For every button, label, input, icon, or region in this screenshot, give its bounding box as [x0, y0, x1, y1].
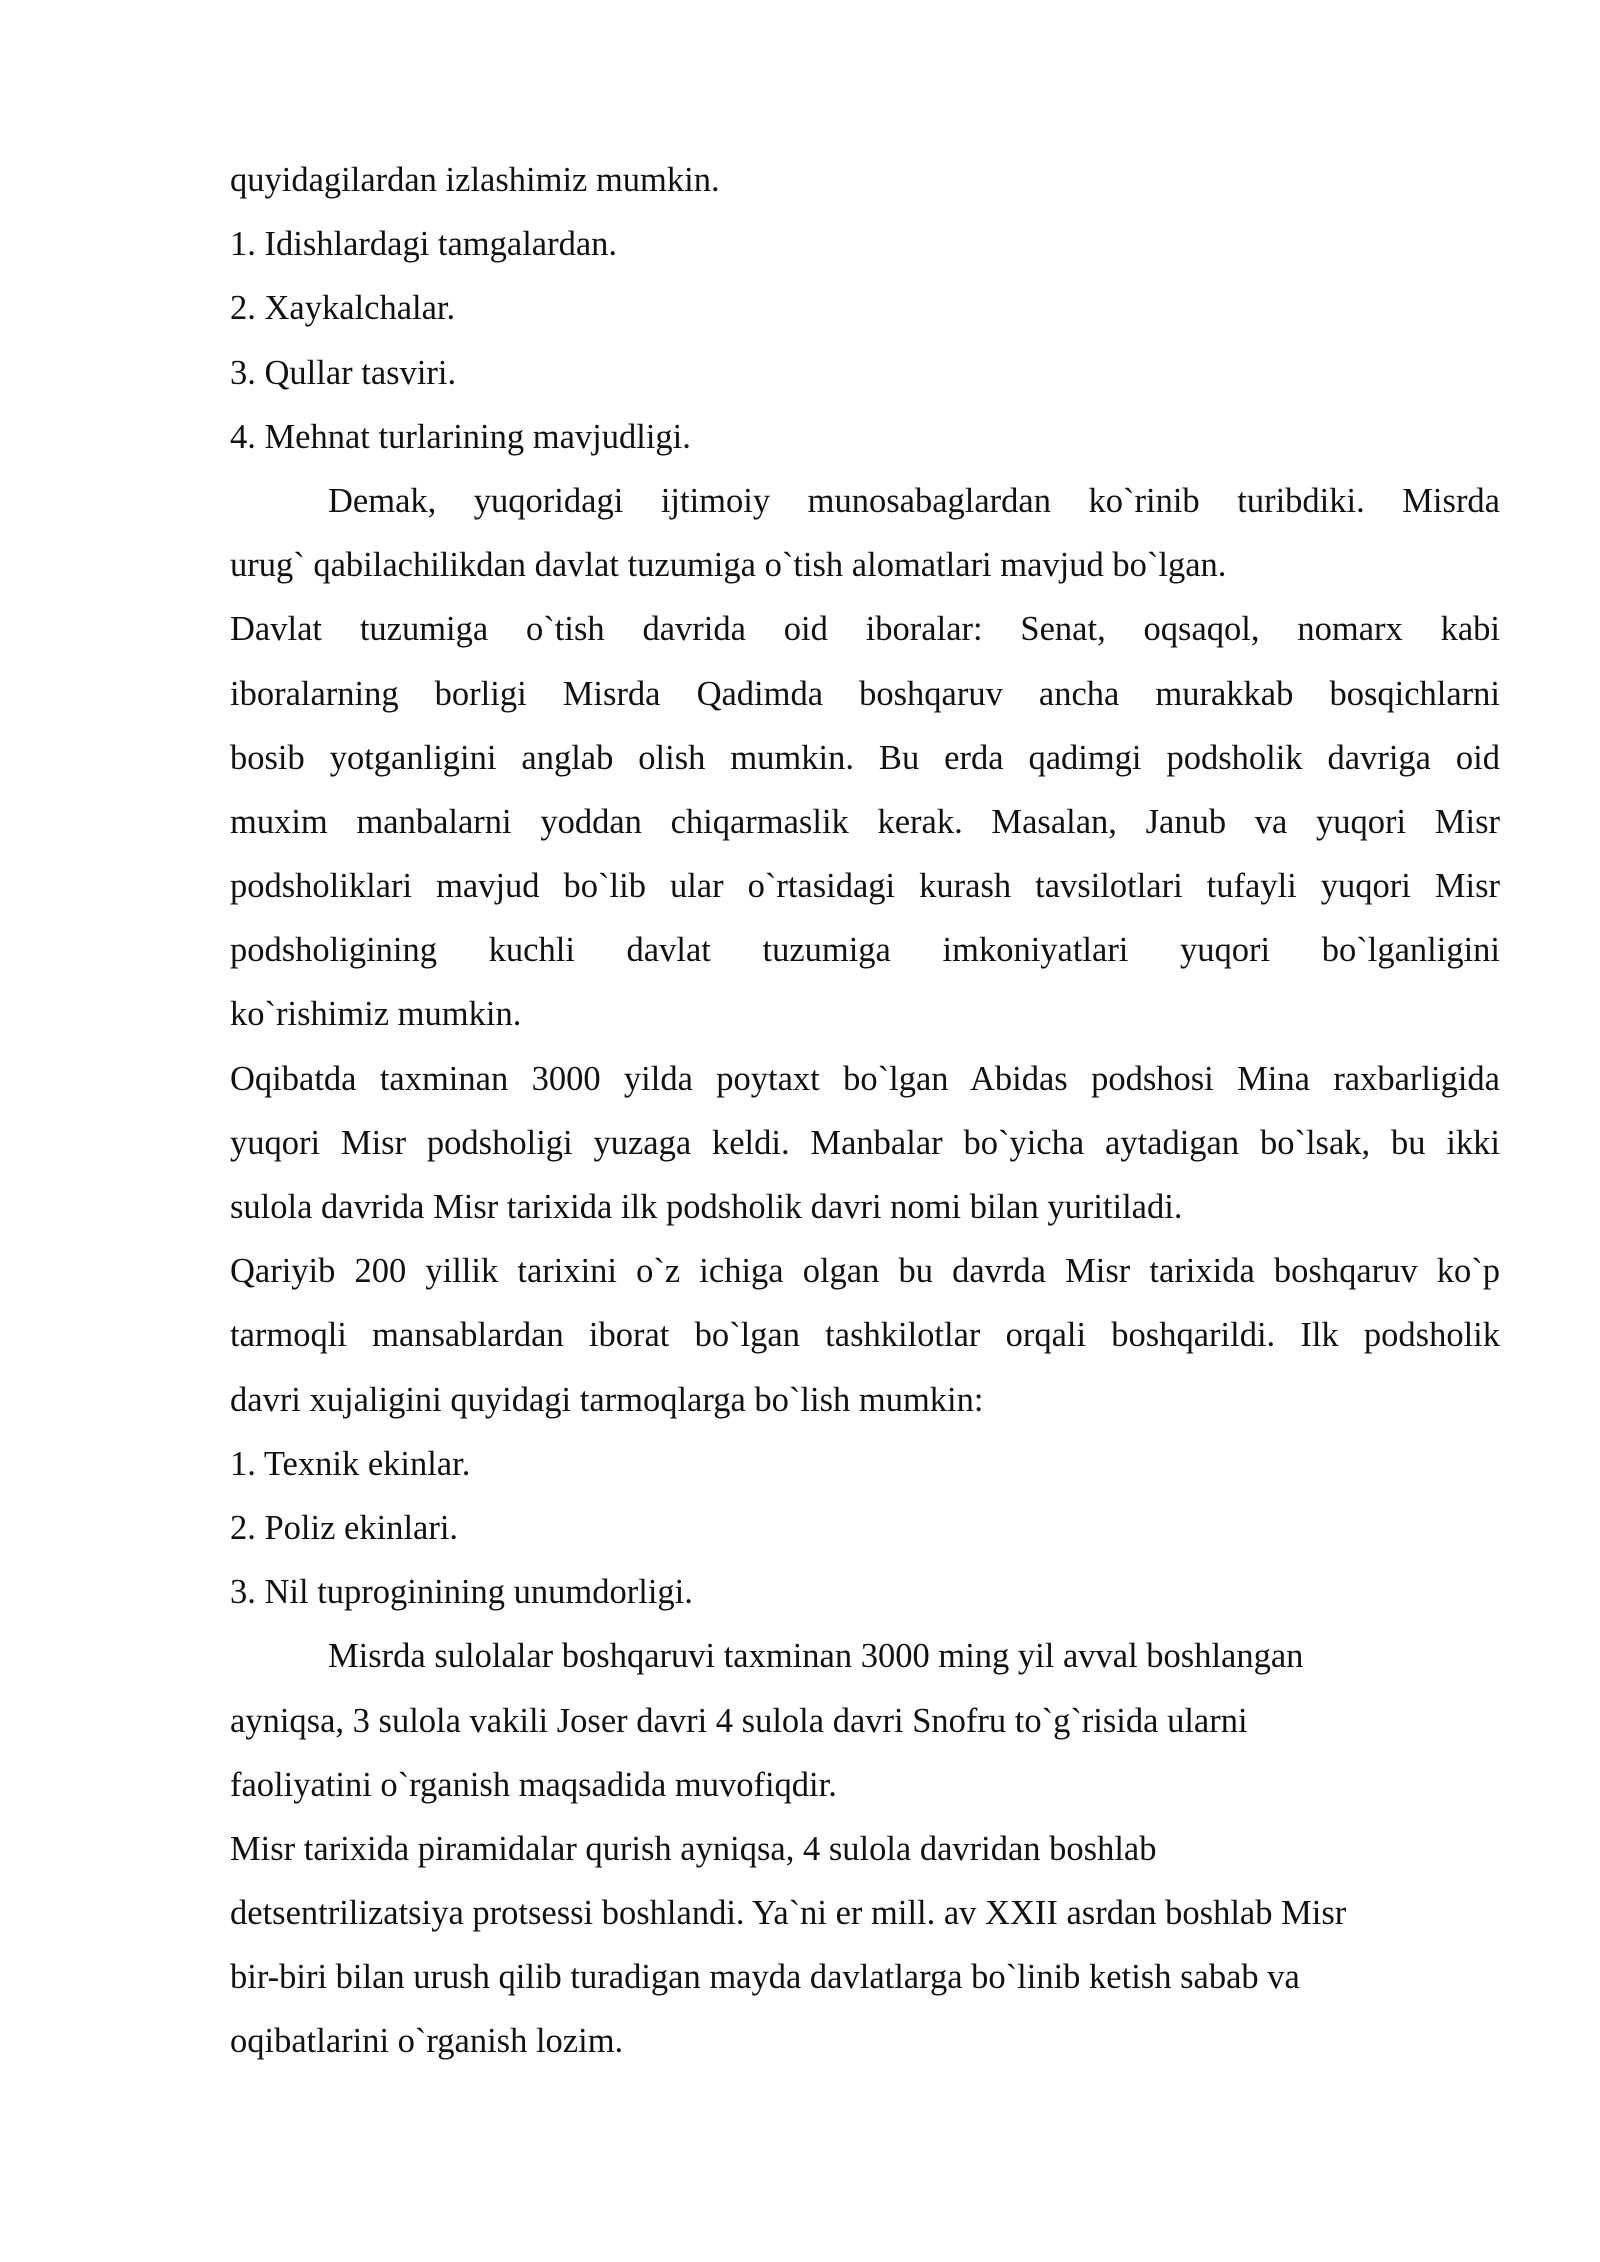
paragraph-line: Misr tarixida piramidalar qurish ayniqsa, 4 sulola davridan boshlab [230, 1829, 1157, 1868]
list-item-2: 2. Poliz ekinlari. [230, 1508, 459, 1547]
paragraph-line: tarmoqli mansablardan iborat bo`lgan tashkilotlar orqali boshqarildi. Ilk podsholik [230, 1316, 1500, 1355]
list-item-3: 3. Nil tuproginining unumdorligi. [230, 1573, 693, 1612]
list-item-4: 4. Mehnat turlarining mavjudligi. [230, 417, 691, 456]
paragraph-line: Demak, yuqoridagi ijtimoiy munosabaglardan ko`rinib turibdiki. Misrda [328, 481, 1500, 520]
paragraph-line: faoliyatini o`rganish maqsadida muvofiqdir. [230, 1765, 837, 1804]
paragraph-line: muxim manbalarni yoddan chiqarmaslik kerak. Masalan, Janub va yuqori Misr [230, 802, 1500, 841]
text-line-1: quyidagilardan izlashimiz mumkin. [230, 161, 720, 199]
paragraph-line: podsholigining kuchli davlat tuzumiga imkoniyatlari yuqori bo`lganligini [230, 931, 1500, 970]
paragraph-line: podsholiklari mavjud bo`lib ular o`rtasidagi kurash tavsilotlari tufayli yuqori Misr [230, 867, 1500, 906]
paragraph-line: oqibatlarini o`rganish lozim. [230, 2022, 624, 2061]
document-body [230, 148, 1500, 2074]
list-item-1: 1. Texnik ekinlar. [230, 1444, 471, 1483]
paragraph-line: ayniqsa, 3 sulola vakili Joser davri 4 sulola davri Snofru to`g`risida ularni [230, 1701, 1248, 1740]
list-item-2: 2. Xaykalchalar. [230, 289, 456, 328]
paragraph-line: Misrda sulolalar boshqaruvi taxminan 3000 ming yil avval boshlangan [328, 1637, 1304, 1676]
paragraph-line: ko`rishimiz mumkin. [230, 995, 522, 1034]
paragraph-line: davri xujaligini quyidagi tarmoqlarga bo`lish mumkin: [230, 1380, 984, 1419]
paragraph-line: detsentrilizatsiya protsessi boshlandi. Ya`ni er mill. av XXII asrdan boshlab Misr [230, 1894, 1347, 1933]
list-item-1: 1. Idishlardagi tamgalardan. [230, 225, 618, 264]
paragraph-line: Oqibatda taxminan 3000 yilda poytaxt bo`lgan Abidas podshosi Mina raxbarligida [230, 1059, 1500, 1098]
paragraph-line: Qariyib 200 yillik tarixini o`z ichiga olgan bu davrda Misr tarixida boshqaruv ko`p [230, 1252, 1500, 1291]
paragraph-line: sulola davrida Misr tarixida ilk podsholik davri nomi bilan yuritiladi. [230, 1188, 1183, 1226]
list-item-3: 3. Qullar tasviri. [230, 353, 457, 392]
paragraph-line: iboralarning borligi Misrda Qadimda boshqaruv ancha murakkab bosqichlarni [230, 674, 1500, 713]
paragraph-line: bir-biri bilan urush qilib turadigan mayda davlatlarga bo`linib ketish sabab va [230, 1958, 1300, 1997]
paragraph-line: yuqori Misr podsholigi yuzaga keldi. Manbalar bo`yicha aytadigan bo`lsak, bu ikki [230, 1123, 1500, 1162]
paragraph-line: bosib yotganligini anglab olish mumkin. Bu erda qadimgi podsholik davriga oid [230, 738, 1500, 777]
paragraph-line: Davlat tuzumiga o`tish davrida oid iboralar: Senat, oqsaqol, nomarx kabi [230, 610, 1500, 649]
paragraph-line: urug` qabilachilikdan davlat tuzumiga o`tish alomatlari mavjud bo`lgan. [230, 546, 1227, 585]
